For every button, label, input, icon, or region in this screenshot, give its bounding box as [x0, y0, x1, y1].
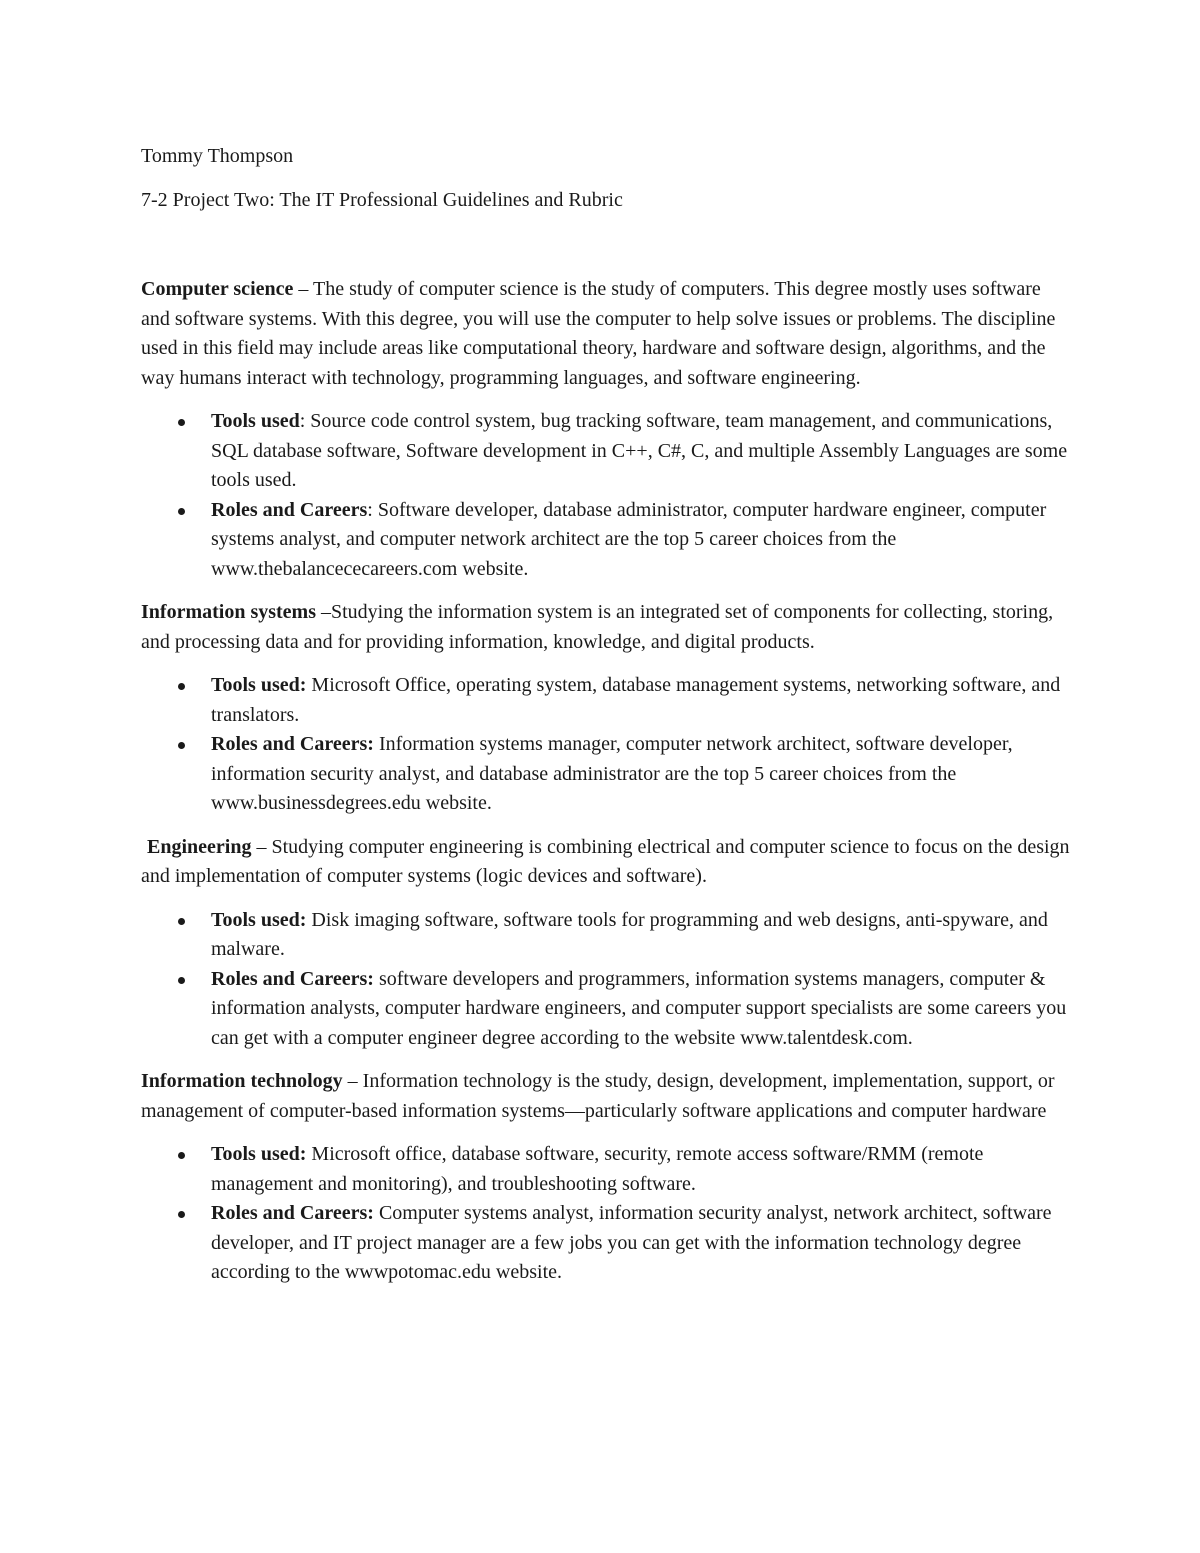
- tools-label: Tools used:: [211, 674, 307, 696]
- roles-label: Roles and Careers:: [211, 733, 374, 755]
- bullet-icon: [178, 419, 185, 426]
- section-description: Studying the information system is an integrated set of components for collecting, storing, and processing data and for providing information, knowledge, and digital products.: [141, 601, 1054, 653]
- tools-text: Disk imaging software, software tools for programming and web designs, anti-spyware, and malware.: [211, 908, 1048, 960]
- tools-text: Microsoft office, database software, security, remote access software/RMM (remote management and monitoring), and troubleshooting software.: [211, 1143, 984, 1195]
- section-separator: –: [316, 601, 331, 623]
- list-item-roles: [141, 730, 1071, 819]
- section-information-systems: [141, 598, 1071, 819]
- list-item-tools: [141, 1140, 1071, 1199]
- section-separator: –: [342, 1070, 363, 1092]
- bullet-list: [141, 1140, 1071, 1288]
- list-item-roles: [141, 965, 1071, 1054]
- roles-label: Roles and Careers:: [211, 967, 374, 990]
- roles-text: software developers and programmers, information systems managers, computer & information analysts, computer hardware engineers, and computer support specialists are some careers you can get with a computer engineer degree according to the website www.talentdesk.com.: [211, 967, 1067, 1049]
- section-term: Computer science: [141, 278, 294, 300]
- bullet-icon: [178, 918, 185, 925]
- bullet-icon: [178, 683, 185, 690]
- section-paragraph: [141, 275, 1071, 393]
- roles-text: Computer systems analyst, information security analyst, network architect, software developer, and IT project manager are a few jobs you can get with the information technology degree according to the wwwpotomac.edu website.: [211, 1202, 1052, 1283]
- section-paragraph: [141, 598, 1071, 657]
- roles-label: Roles and Careers: [211, 498, 368, 521]
- section-engineering: [141, 833, 1071, 1054]
- section-paragraph: [141, 1067, 1071, 1126]
- list-item-roles: [141, 496, 1071, 585]
- list-item-roles: [141, 1199, 1071, 1288]
- bullet-icon: [178, 742, 185, 749]
- list-item-tools: [141, 671, 1071, 730]
- list-item-tools: [141, 906, 1071, 965]
- section-description: Studying computer engineering is combining electrical and computer science to focus on the design and implementation of computer systems (logic devices and software).: [141, 835, 1070, 887]
- bullet-list: [141, 407, 1071, 584]
- tools-label: Tools used: [211, 410, 300, 432]
- roles-label: Roles and Careers:: [211, 1202, 374, 1224]
- bullet-icon: [178, 508, 185, 515]
- document-title: 7-2 Project Two: The IT Professional Guidelines and Rubric: [141, 188, 623, 211]
- section-separator: –: [293, 278, 314, 300]
- list-item-tools: [141, 407, 1071, 496]
- tools-label: Tools used:: [211, 908, 307, 931]
- bullet-icon: [178, 1152, 185, 1159]
- section-computer-science: [141, 275, 1071, 584]
- section-information-technology: [141, 1067, 1071, 1288]
- bullet-list: [141, 906, 1071, 1054]
- roles-text: : Software developer, database administrator, computer hardware engineer, computer systems analyst, and computer network architect are the top 5 career choices from the www.thebalancececareers.com website.: [211, 498, 1047, 580]
- section-term: Information systems: [141, 601, 316, 623]
- section-description: Information technology is the study, design, development, implementation, support, or management of computer-based information systems—particularly software applications and computer hardware: [141, 1070, 1055, 1122]
- bullet-icon: [178, 977, 185, 984]
- author-name: Tommy Thompson: [141, 145, 294, 167]
- section-paragraph: [141, 833, 1071, 892]
- section-separator: –: [251, 835, 272, 858]
- section-term: Engineering: [147, 835, 252, 858]
- tools-text: Microsoft Office, operating system, database management systems, networking software, and translators.: [211, 674, 1061, 726]
- document-body: [141, 142, 1071, 1302]
- roles-text: Information systems manager, computer network architect, software developer, information security analyst, and database administrator are the top 5 career choices from the www.businessdegrees.edu website.: [211, 733, 1013, 814]
- tools-text: : Source code control system, bug tracking software, team management, and communications, SQL database software, Software development in C++, C#, C, and multiple Assembly Languages are some tools used.: [211, 410, 1068, 491]
- tools-label: Tools used:: [211, 1143, 307, 1165]
- bullet-list: [141, 671, 1071, 819]
- section-description: The study of computer science is the study of computers. This degree mostly uses software and software systems. With this degree, you will use the computer to help solve issues or problems. The discipline used in this field may include areas like computational theory, hardware and software design, algorithms, and the way humans interact with technology, programming languages, and software engineering.: [141, 278, 1056, 389]
- bullet-icon: [178, 1211, 185, 1218]
- section-term: Information technology: [141, 1070, 343, 1092]
